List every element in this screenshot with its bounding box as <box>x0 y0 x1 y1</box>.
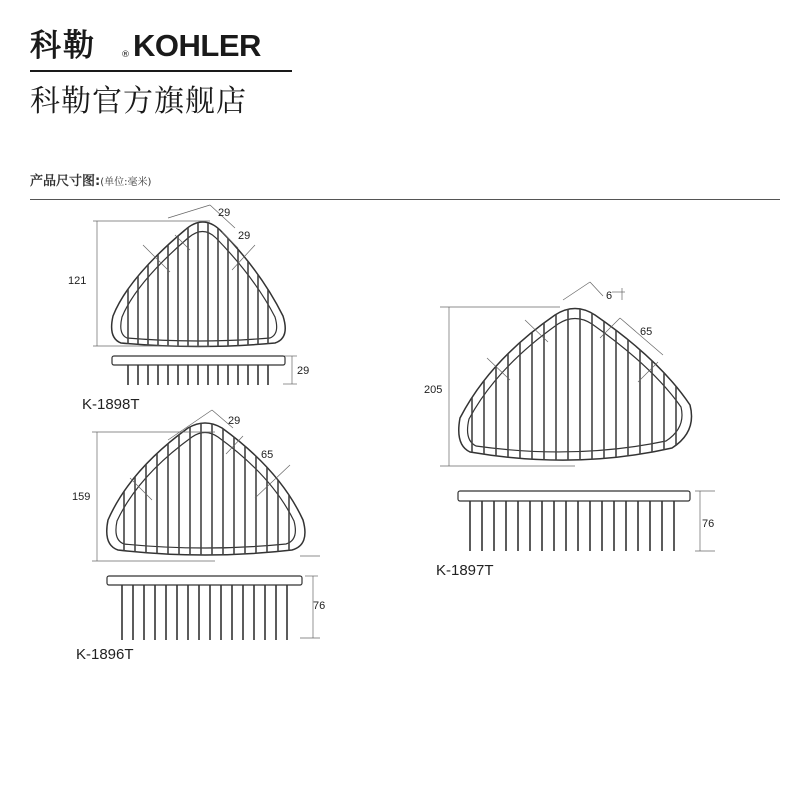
model-label: K-1898T <box>82 396 140 413</box>
store-name: 科勒官方旗舰店 <box>30 84 247 119</box>
dim-height: 121 <box>68 275 87 287</box>
basket-outline <box>459 309 692 461</box>
unit-note: (单位:毫米) <box>100 177 152 188</box>
product-k1896t-side-view <box>76 576 325 663</box>
dim-depth: 76 <box>702 518 715 530</box>
brand-name-chinese: 科勒 <box>30 28 96 64</box>
basket-inner-rim <box>468 319 682 452</box>
basket-wires <box>128 200 268 360</box>
basket-wires <box>472 290 676 470</box>
product-k1898t-side-view <box>82 356 309 413</box>
shelf-rim <box>107 576 302 585</box>
section-title-label: 产品尺寸图: <box>30 174 101 189</box>
shelf-rim <box>458 491 690 501</box>
dim-depth: 29 <box>297 365 310 377</box>
shelf-wires <box>128 365 268 385</box>
shelf-rim <box>112 356 285 365</box>
product-k1897t-side-view <box>436 491 714 579</box>
dim-top-1: 29 <box>228 415 241 427</box>
dim-top-2: 65 <box>261 449 274 461</box>
dim-depth: 76 <box>313 600 326 612</box>
dim-height: 205 <box>424 384 443 396</box>
shelf-wires <box>470 501 674 551</box>
registered-mark: ® <box>121 50 130 60</box>
dimension-lines <box>92 410 320 638</box>
model-label: K-1897T <box>436 562 494 579</box>
dim-top-2: 29 <box>238 230 251 242</box>
dim-top-1: 6 <box>606 290 613 302</box>
model-label: K-1896T <box>76 646 134 663</box>
product-k1896t-plan-view <box>72 410 320 638</box>
product-k1897t-plan-view <box>424 282 715 551</box>
dim-top-2: 65 <box>640 326 653 338</box>
shelf-wires <box>122 585 287 640</box>
dim-top-1: 29 <box>218 207 231 219</box>
brand-name-english: KOHLER <box>133 28 261 63</box>
dim-height: 159 <box>72 491 91 503</box>
